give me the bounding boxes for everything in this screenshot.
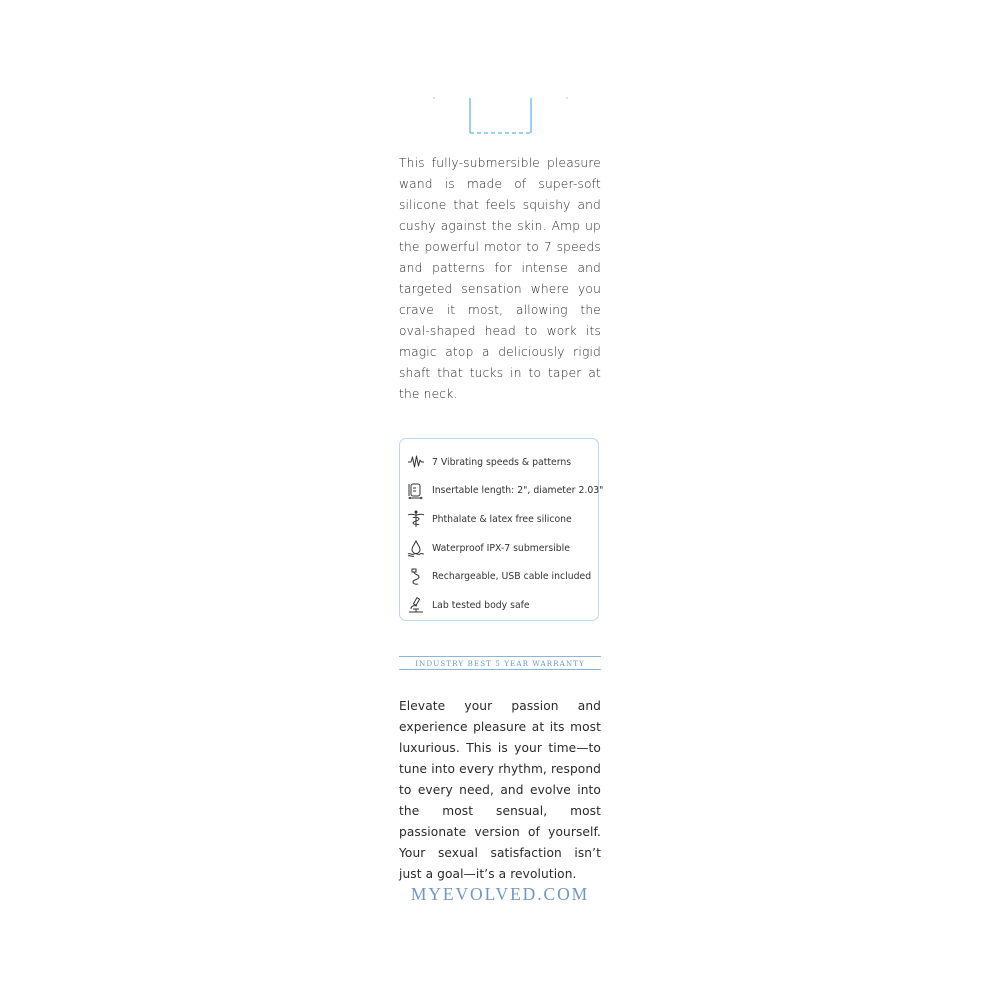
feature-label: Rechargeable, USB cable included [432, 571, 592, 583]
feature-item [400, 448, 598, 477]
usb-cable-icon [407, 568, 425, 586]
intro-paragraph: This fully-submersible pleasure wand is made of super-soft silicone that feels squishy and cushy against the skin. Amp up the powerful motor to 7 speeds and patterns for intense and targeted sensation where you crave it most, allowing the oval-shaped head to work its magic atop a deliciously rigid shaft that tucks in to taper at the neck. [399, 156, 601, 401]
website-link[interactable]: MYEVOLVED.COM [410, 884, 590, 904]
feature-label: Insertable length: 2", diameter 2.03" [432, 485, 604, 497]
ruler-measure-icon [407, 482, 425, 500]
features-box [399, 438, 604, 621]
water-drop-icon [407, 539, 425, 557]
feature-item [400, 477, 604, 506]
dimension-bracket-graphic [400, 88, 600, 138]
feature-label: Phthalate & latex free silicone [432, 513, 572, 525]
feature-item [400, 505, 598, 534]
feature-label: Lab tested body safe [432, 599, 530, 611]
outro-paragraph: Elevate your passion and experience pleasure at its most luxurious. This is your time—to tune into every rhythm, respond to every need, and evolve into the most sensual, most passionate version of yourself. Your sexual satisfaction isn’t just a goal—it’s a revolution. [399, 699, 601, 881]
vibration-wave-icon [407, 453, 425, 471]
feature-label: 7 Vibrating speeds & patterns [432, 456, 572, 468]
feature-label: Waterproof IPX-7 submersible [432, 542, 570, 554]
warranty-label: INDUSTRY BEST 5 YEAR WARRANTY [415, 658, 585, 668]
feature-item [400, 534, 598, 563]
feature-item [400, 591, 598, 620]
feature-item [400, 562, 598, 591]
caduceus-icon [407, 510, 425, 528]
microscope-icon [407, 596, 425, 614]
warranty-banner [399, 656, 601, 670]
